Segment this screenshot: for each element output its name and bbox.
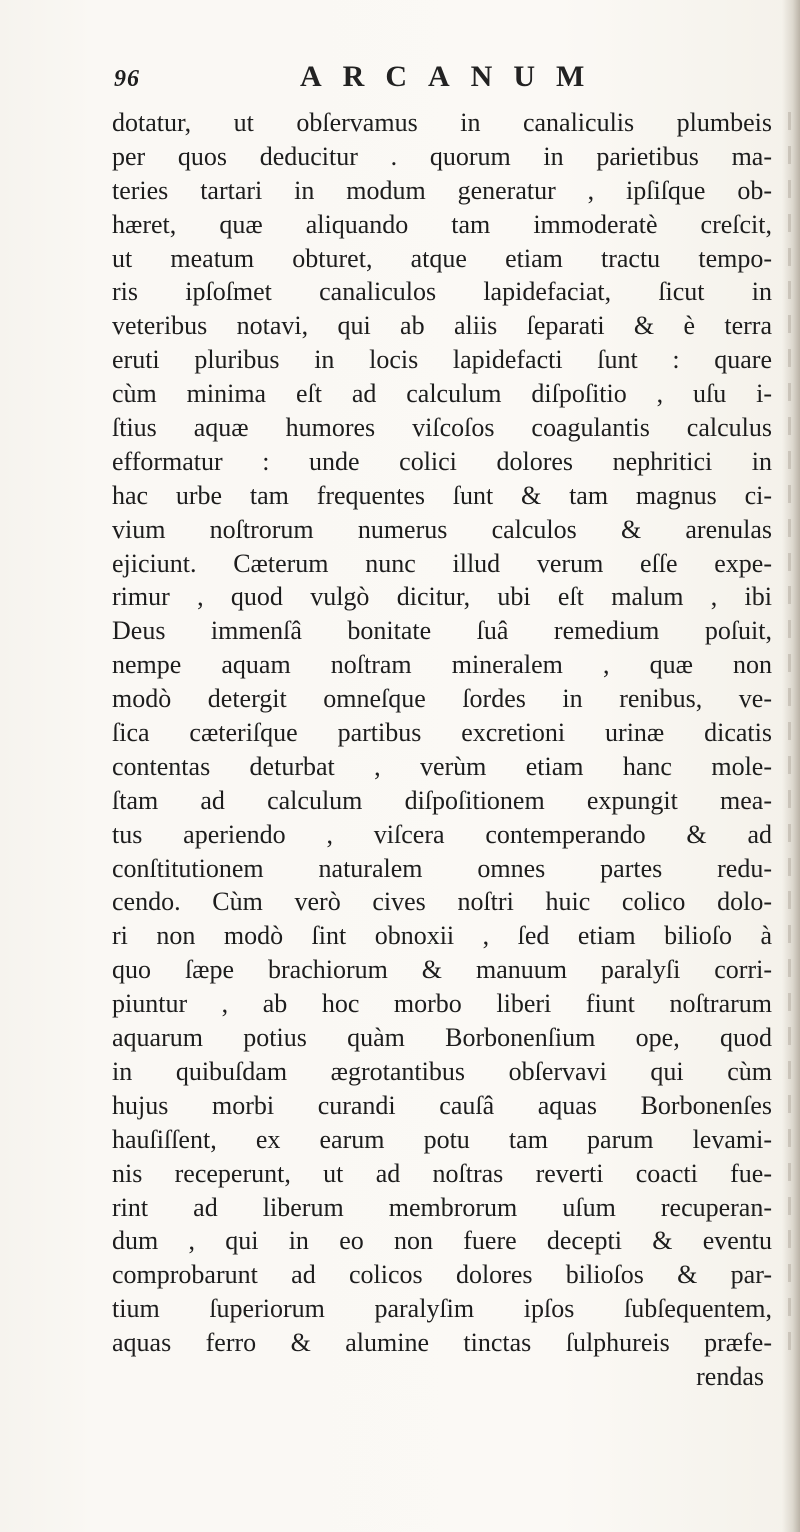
- margin-mark: [788, 993, 791, 1011]
- margin-mark: [788, 1230, 791, 1248]
- text-line: ſica cæteriſque partibus excretioni urinæ dicatis: [112, 718, 772, 748]
- margin-mark: [788, 519, 791, 537]
- text-line: hujus morbi curandi cauſâ aquas Borbonenſes: [112, 1090, 772, 1120]
- text-line: eruti pluribus in locis lapidefacti ſunt : quare: [112, 345, 772, 375]
- margin-mark: [788, 959, 791, 977]
- text-line: per quos deducitur . quorum in parietibus ma-: [112, 141, 772, 171]
- margin-mark: [788, 349, 791, 367]
- text-line: ſtam ad calculum diſpoſitionem expungit mea-: [112, 785, 772, 815]
- running-head: [114, 60, 764, 100]
- text-line: ris ipſoſmet canaliculos lapidefaciat, ſicut in: [112, 277, 772, 307]
- margin-mark: [788, 315, 791, 333]
- catchword: rendas: [696, 1361, 764, 1391]
- text-line: dotatur, ut obſervamus in canaliculis plumbeis: [112, 108, 772, 137]
- margin-mark: [788, 790, 791, 808]
- text-line: modò detergit omneſque ſordes in renibus, ve-: [112, 684, 772, 714]
- margin-mark: [788, 824, 791, 842]
- text-line: vium noſtrorum numerus calculos & arenulas: [112, 514, 772, 544]
- text-line: ſtius aquæ humores viſcoſos coagulantis calculus: [112, 413, 772, 443]
- margin-mark: [788, 1061, 791, 1079]
- text-line: cùm minima eſt ad calculum diſpoſitio , uſu i-: [112, 379, 772, 409]
- margin-mark: [788, 756, 791, 774]
- text-line: conſtitutionem naturalem omnes partes redu-: [112, 853, 772, 883]
- text-line: tus aperiendo , viſcera contemperando & ad: [112, 819, 772, 849]
- margin-mark: [788, 248, 791, 266]
- body-text: [112, 106, 772, 1394]
- margin-mark: [788, 858, 791, 876]
- margin-mark: [788, 654, 791, 672]
- margin-mark: [788, 146, 791, 164]
- text-line: teries tartari in modum generatur , ipſiſque ob-: [112, 175, 772, 205]
- margin-mark: [788, 180, 791, 198]
- margin-mark: [788, 1095, 791, 1113]
- margin-mark: [788, 722, 791, 740]
- margin-mark: [788, 553, 791, 571]
- margin-mark: [788, 281, 791, 299]
- margin-mark: [788, 620, 791, 638]
- text-line: in quibuſdam ægrotantibus obſervavi qui cùm: [112, 1056, 772, 1086]
- margin-mark: [788, 383, 791, 401]
- text-line: piuntur , ab hoc morbo liberi fiunt noſtrarum: [112, 989, 772, 1019]
- bleed-through-marks: [784, 112, 794, 1366]
- text-line: comprobarunt ad colicos dolores bilioſos & par-: [112, 1260, 772, 1290]
- text-line: ut meatum obturet, atque etiam tractu tempo-: [112, 243, 772, 273]
- margin-mark: [788, 1332, 791, 1350]
- margin-mark: [788, 891, 791, 909]
- page-number: 96: [114, 66, 140, 92]
- margin-mark: [788, 586, 791, 604]
- text-line: aquarum potius quàm Borbonenſium ope, quod: [112, 1023, 772, 1053]
- text-line: efformatur : unde colici dolores nephritici in: [112, 446, 772, 476]
- text-line: tium ſuperiorum paralyſim ipſos ſubſequentem,: [112, 1294, 772, 1324]
- margin-mark: [788, 1197, 791, 1215]
- text-line: veteribus notavi, qui ab aliis ſeparati & è terra: [112, 311, 772, 341]
- margin-mark: [788, 1264, 791, 1282]
- text-line: quo ſæpe brachiorum & manuum paralyſi corri-: [112, 955, 772, 985]
- text-line: rimur , quod vulgò dicitur, ubi eſt malum , ibi: [112, 582, 772, 612]
- margin-mark: [788, 925, 791, 943]
- margin-mark: [788, 417, 791, 435]
- text-line: cendo. Cùm verò cives noſtri huic colico dolo-: [112, 887, 772, 917]
- text-line: nis receperunt, ut ad noſtras reverti coacti fue-: [112, 1158, 772, 1188]
- text-line: hac urbe tam frequentes ſunt & tam magnus ci-: [112, 480, 772, 510]
- text-line: contentas deturbat , verùm etiam hanc mole-: [112, 751, 772, 781]
- margin-mark: [788, 1027, 791, 1045]
- text-line: ejiciunt. Cæterum nunc illud verum eſſe expe-: [112, 548, 772, 578]
- text-line: hæret, quæ aliquando tam immoderatè creſcit,: [112, 209, 772, 239]
- running-title: ARCANUM: [300, 60, 606, 93]
- text-line: aquas ferro & alumine tinctas ſulphureis præfe-: [112, 1328, 772, 1358]
- margin-mark: [788, 1129, 791, 1147]
- margin-mark: [788, 1163, 791, 1181]
- text-line: rint ad liberum membrorum uſum recuperan-: [112, 1192, 772, 1222]
- text-line: hauſiſſent, ex earum potu tam parum levami-: [112, 1124, 772, 1154]
- text-line: Deus immenſâ bonitate ſuâ remedium poſuit,: [112, 616, 772, 646]
- text-line: nempe aquam noſtram mineralem , quæ non: [112, 650, 772, 680]
- margin-mark: [788, 688, 791, 706]
- text-line: dum , qui in eo non fuere decepti & eventu: [112, 1226, 772, 1256]
- margin-mark: [788, 214, 791, 232]
- margin-mark: [788, 112, 791, 130]
- margin-mark: [788, 485, 791, 503]
- margin-mark: [788, 451, 791, 469]
- margin-mark: [788, 1298, 791, 1316]
- text-line: ri non modò ſint obnoxii , ſed etiam bilioſo à: [112, 921, 772, 951]
